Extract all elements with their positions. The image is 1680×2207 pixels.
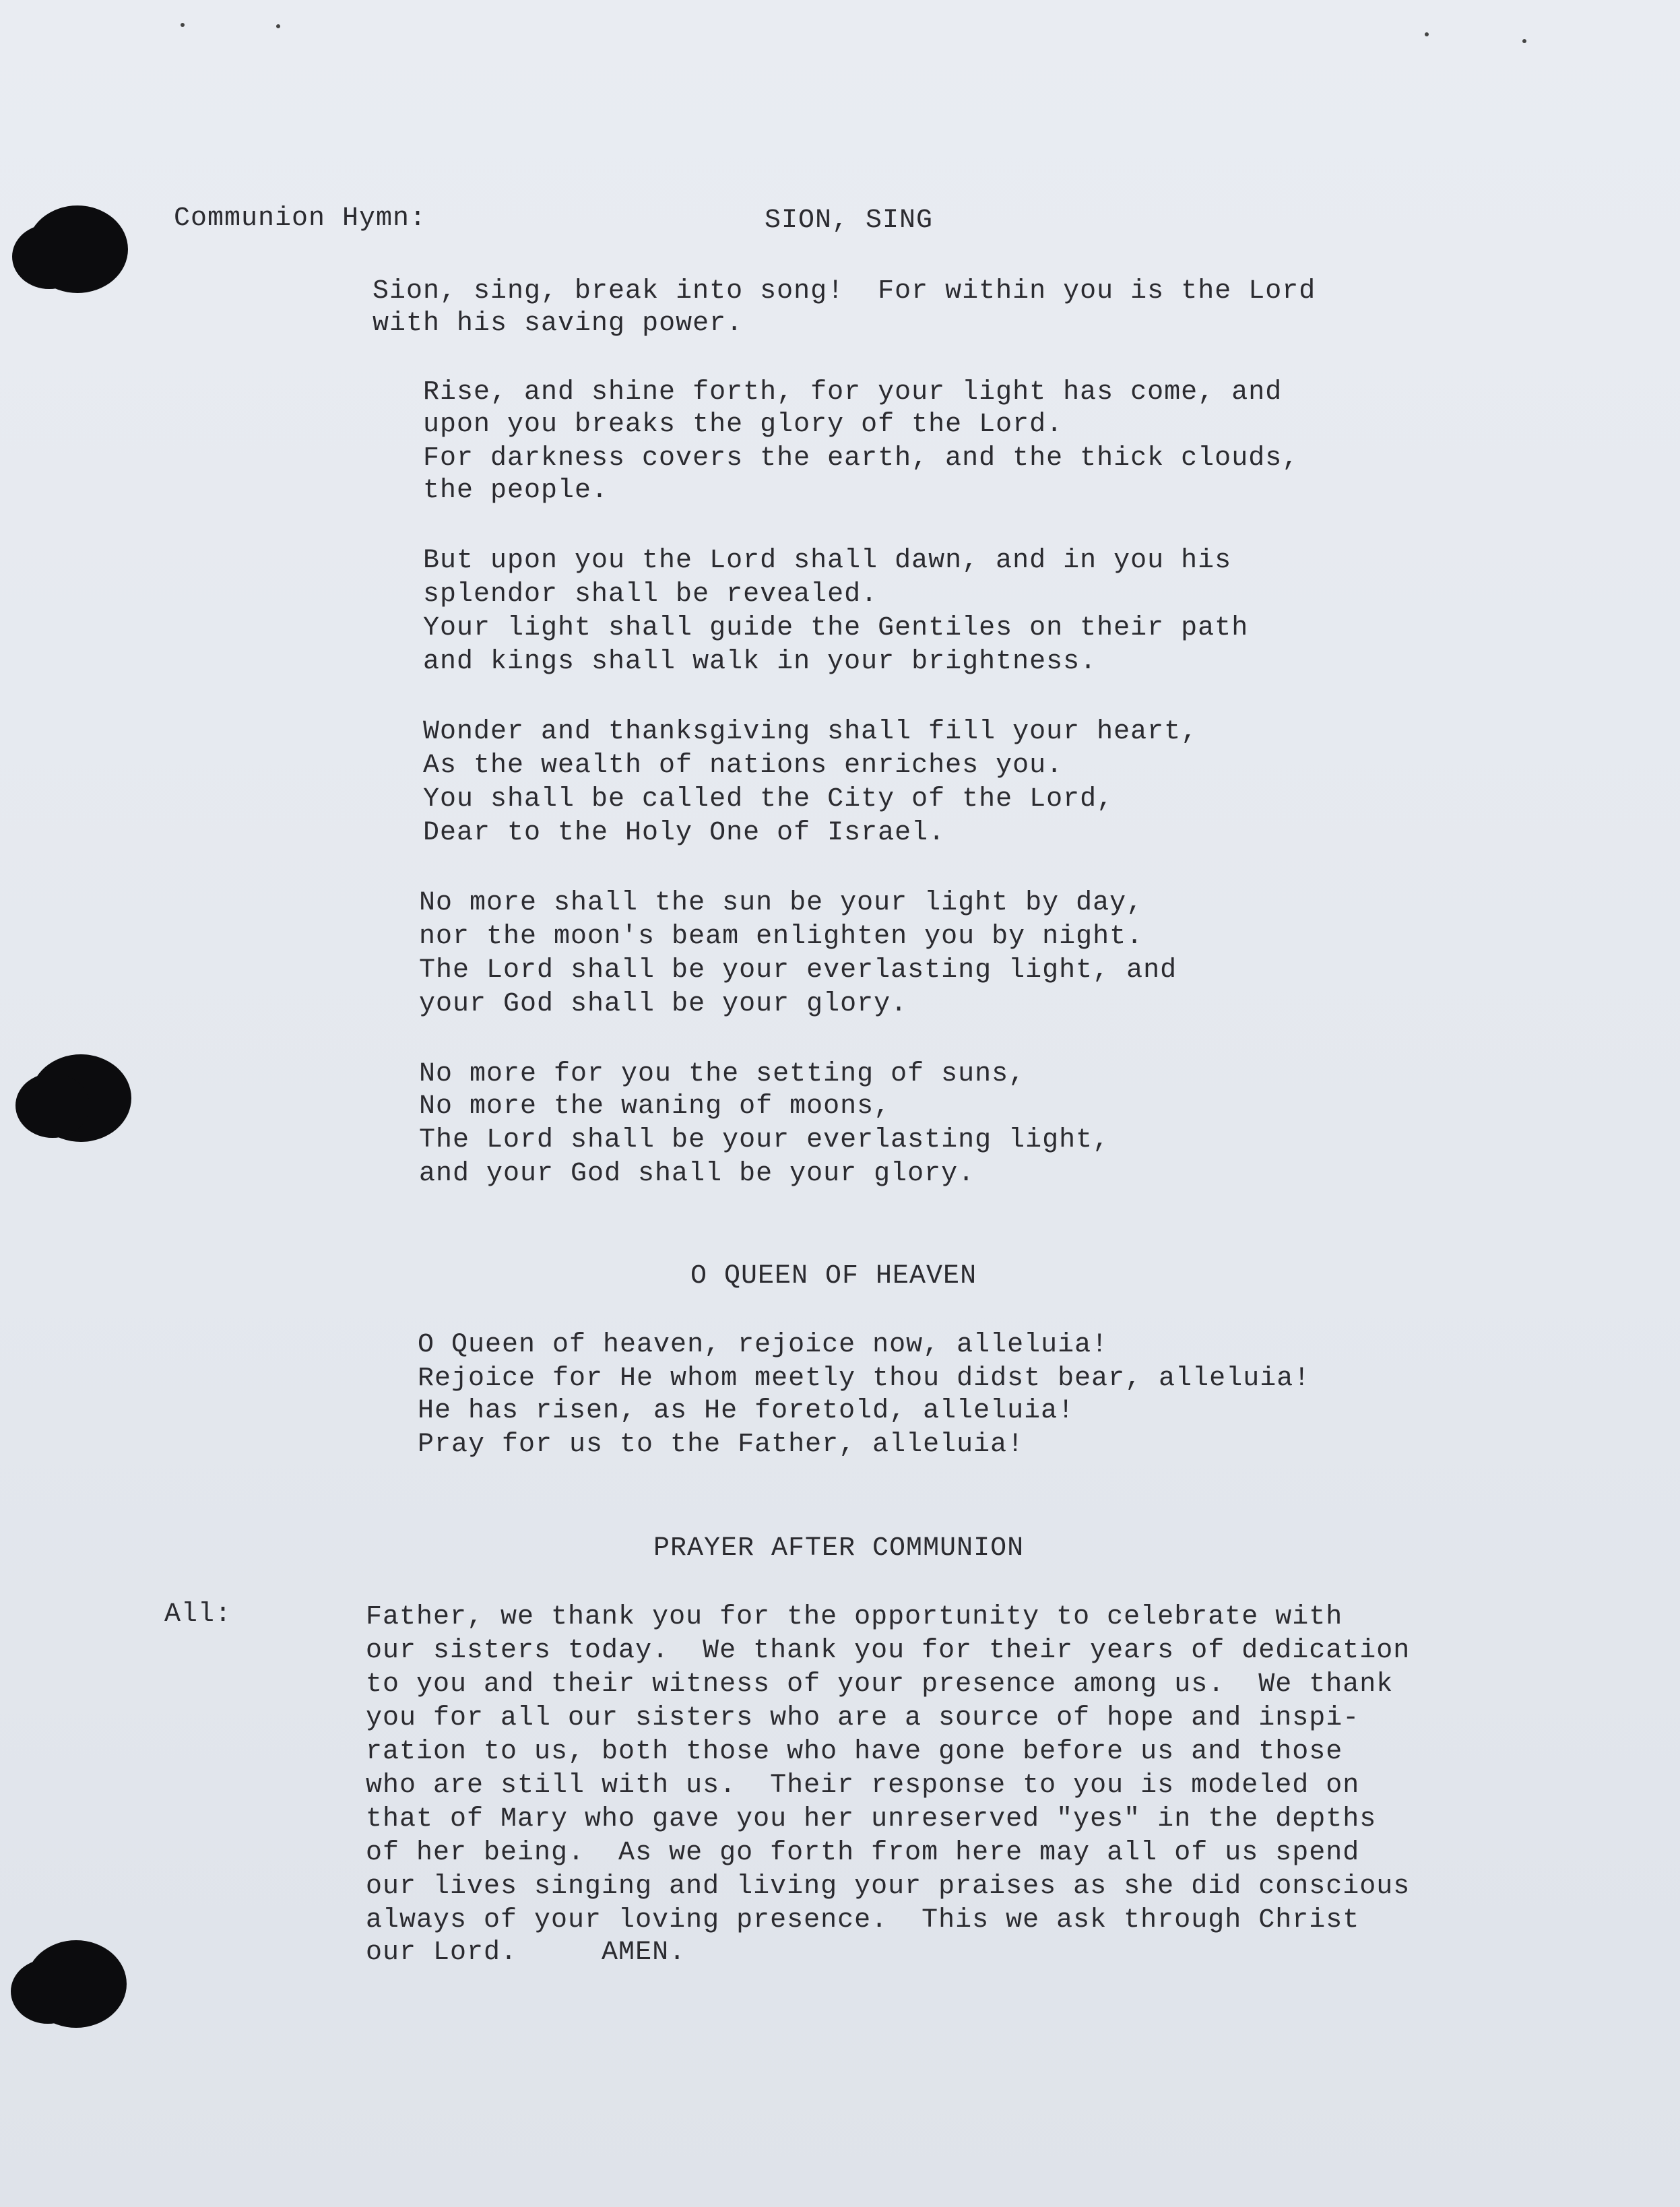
- paper-speck: [181, 23, 185, 27]
- stanza-1-line: upon you breaks the glory of the Lord.: [423, 410, 1064, 440]
- prayer-line: ration to us, both those who have gone before us and those: [366, 1737, 1343, 1767]
- queen-line: Pray for us to the Father, alleluia!: [418, 1430, 1025, 1460]
- queen-line: O Queen of heaven, rejoice now, alleluia!: [418, 1330, 1109, 1360]
- stanza-5-line: The Lord shall be your everlasting light,: [419, 1125, 1110, 1155]
- paper-speck: [1425, 32, 1429, 36]
- stanza-5-line: and your God shall be your glory.: [419, 1159, 975, 1189]
- prayer-line: of her being. As we go forth from here may all of us spend: [366, 1838, 1360, 1868]
- stanza-3-line: As the wealth of nations enriches you.: [423, 750, 1064, 781]
- stanza-5-line: No more the waning of moons,: [419, 1091, 891, 1122]
- punch-hole-middle: [30, 1054, 131, 1142]
- paper-speck: [276, 24, 280, 28]
- prayer-line: our sisters today. We thank you for their years of dedication: [366, 1636, 1411, 1666]
- prayer-line: who are still with us. Their response to you is modeled on: [366, 1770, 1360, 1801]
- prayer-line: always of your loving presence. This we ask through Christ: [366, 1905, 1360, 1936]
- stanza-3-line: Wonder and thanksgiving shall fill your heart,: [423, 717, 1198, 747]
- stanza-5-line: No more for you the setting of suns,: [419, 1059, 1026, 1089]
- queen-line: He has risen, as He foretold, alleluia!: [418, 1396, 1075, 1426]
- hymn-title: SION, SING: [765, 205, 934, 236]
- stanza-4-line: The Lord shall be your everlasting light, and: [419, 955, 1177, 986]
- hymn-label: Communion Hymn:: [174, 203, 427, 234]
- prayer-speaker-label: All:: [164, 1599, 232, 1630]
- prayer-line: our lives singing and living your praises as she did conscious: [366, 1872, 1411, 1902]
- stanza-2-line: Your light shall guide the Gentiles on their path: [423, 613, 1249, 643]
- punch-hole-top: [27, 205, 128, 293]
- stanza-2-line: and kings shall walk in your brightness.: [423, 647, 1097, 677]
- stanza-4-line: your God shall be your glory.: [419, 989, 908, 1019]
- stanza-3-line: You shall be called the City of the Lord,: [423, 784, 1114, 814]
- stanza-1-line: the people.: [423, 476, 609, 506]
- punch-hole-bottom: [26, 1940, 127, 2028]
- stanza-1-line: For darkness covers the earth, and the thick clouds,: [423, 443, 1299, 474]
- stanza-3-line: Dear to the Holy One of Israel.: [423, 818, 946, 848]
- paper-speck: [1522, 39, 1526, 43]
- stanza-4-line: nor the moon's beam enlighten you by night.: [419, 922, 1144, 952]
- prayer-line: our Lord. AMEN.: [366, 1938, 686, 1968]
- prayer-title: PRAYER AFTER COMMUNION: [653, 1533, 1025, 1564]
- prayer-line: to you and their witness of your presence among us. We thank: [366, 1669, 1394, 1700]
- queen-of-heaven-title: O QUEEN OF HEAVEN: [690, 1261, 977, 1291]
- stanza-1-line: Rise, and shine forth, for your light has come, and: [423, 377, 1283, 408]
- stanza-2-line: splendor shall be revealed.: [423, 579, 878, 610]
- stanza-4-line: No more shall the sun be your light by day,: [419, 888, 1144, 918]
- refrain-line: with his saving power.: [373, 309, 744, 339]
- refrain-line: Sion, sing, break into song! For within you is the Lord: [373, 276, 1316, 307]
- stanza-2-line: But upon you the Lord shall dawn, and in you his: [423, 546, 1232, 576]
- prayer-line: Father, we thank you for the opportunity to celebrate with: [366, 1602, 1343, 1632]
- prayer-line: you for all our sisters who are a source of hope and inspi-: [366, 1703, 1360, 1733]
- queen-line: Rejoice for He whom meetly thou didst bear, alleluia!: [418, 1364, 1311, 1394]
- prayer-line: that of Mary who gave you her unreserved "yes" in the depths: [366, 1804, 1377, 1834]
